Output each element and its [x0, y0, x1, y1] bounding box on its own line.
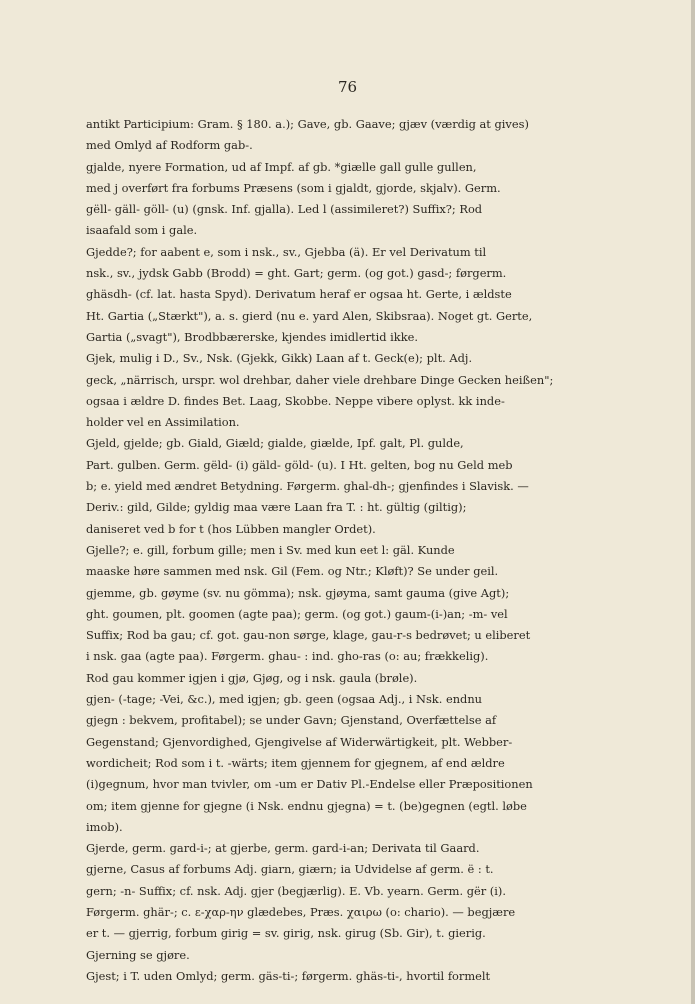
page-number: 76: [337, 78, 358, 96]
text-line: gjegn : bekvem, profitabel); se under Gavn; Gjenstand, Overfættelse af: [86, 713, 497, 728]
text-line: ghäsdh- (cf. lat. hasta Spyd). Derivatum heraf er ogsaa ht. Gerte, i ældste: [86, 287, 512, 302]
text-line: nsk., sv., jydsk Gabb (Brodd) = ght. Gart; germ. (og got.) gasd-; førgerm.: [86, 266, 507, 281]
text-line: antikt Participium: Gram. § 180. a.); Gave, gb. Gaave; gjæv (værdig at gives): [86, 117, 529, 131]
text-line: maaske høre sammen med nsk. Gil (Fem. og Ntr.; Kløft)? Se under geil.: [86, 564, 499, 579]
text-line: gjalde, nyere Formation, ud af Impf. af gb. *giælle gall gulle gullen,: [86, 159, 477, 174]
text-line: om; item gjenne for gjegne (i Nsk. endnu gjegna) = t. (be)gegnen (egtl. løbe: [86, 798, 527, 813]
text-line: med Omlyd af Rodform gab-.: [86, 138, 253, 153]
text-line: isaafald som i gale.: [86, 223, 198, 238]
text-line: Part. gulben. Germ. gëld- (i) gäld- göld- (u). I Ht. gelten, bog nu Geld meb: [86, 457, 513, 472]
text-line: Ht. Gartia („Stærkt"), a. s. gierd (nu e. yard Alen, Skibsraa). Noget gt. Gerte,: [86, 308, 533, 323]
text-line: imob).: [86, 819, 123, 834]
text-line: Gjelle?; e. gill, forbum gille; men i Sv. med kun eet l: gäl. Kunde: [86, 542, 455, 557]
text-line: Suffix; Rod ba gau; cf. got. gau-non sørge, klage, gau-r-s bedrøvet; u eliberet: [86, 628, 531, 643]
text-line: holder vel en Assimilation.: [86, 415, 240, 430]
text-line: Gjedde?; for aabent e, som i nsk., sv., Gjebba (ä). Er vel Derivatum til: [86, 244, 487, 259]
text-line: wordicheit; Rod som i t. -wärts; item gjennem for gjegnem, af end ældre: [86, 755, 505, 770]
text-line: gëll- gäll- göll- (u) (gnsk. Inf. gjalla). Led l (assimileret?) Suffix?; Rod: [86, 202, 483, 217]
text-line: ogsaa i ældre D. findes Bet. Laag, Skobbe. Neppe vibere oplyst. kk inde-: [86, 393, 505, 408]
text-line: gjen- (-tage; -Vei, &c.), med igjen; gb. geen (ogsaa Adj., i Nsk. endnu: [86, 692, 482, 707]
dictionary-text: [86, 114, 631, 987]
text-line: Gjeld, gjelde; gb. Giald, Giæld; gialde, giælde, Ipf. galt, Pl. gulde,: [86, 436, 464, 451]
text-line: Gjek, mulig i D., Sv., Nsk. (Gjekk, Gikk) Laan af t. Geck(e); plt. Adj.: [86, 351, 473, 366]
text-line: b; e. yield med ændret Betydning. Førgerm. ghal-dh-; gjenfindes i Slavisk. —: [86, 479, 529, 494]
text-line: Deriv.: gild, Gilde; gyldig maa være Laan fra T. : ht. gültig (giltig);: [86, 500, 467, 515]
text-line: daniseret ved b for t (hos Lübben mangler Ordet).: [86, 521, 376, 536]
text-line: Gjerning se gjøre.: [86, 947, 190, 962]
text-line: Gjerde, germ. gard-i-; at gjerbe, germ. gard-i-an; Derivata til Gaard.: [86, 841, 480, 856]
text-line: (i)gegnum, hvor man tvivler, om -um er Dativ Pl.-Endelse eller Præpositionen: [86, 777, 533, 792]
text-line: er t. — gjerrig, forbum girig = sv. girig, nsk. girug (Sb. Gir), t. gierig.: [86, 926, 486, 941]
text-line: Gegenstand; Gjenvordighed, Gjengivelse af Widerwärtigkeit, plt. Webber-: [86, 734, 513, 749]
text-line: geck, „närrisch, urspr. wol drehbar, daher viele drehbare Dinge Gecken heißen";: [86, 372, 554, 387]
text-line: gern; -n- Suffix; cf. nsk. Adj. gjer (begjærlig). E. Vb. yearn. Germ. gër (i).: [86, 883, 506, 898]
text-line: Førgerm. ghär-; c. ε-χαρ-ην glædebes, Præs. χαιρω (o: chario). — begjære: [86, 904, 516, 919]
text-line: Gjest; i T. uden Omlyd; germ. gäs-ti-; førgerm. ghäs-ti-, hvortil formelt: [86, 968, 491, 983]
text-line: Rod gau kommer igjen i gjø, Gjøg, og i nsk. gaula (brøle).: [86, 670, 418, 685]
text-line: gjemme, gb. gøyme (sv. nu gömma); nsk. gjøyma, samt gauma (give Agt);: [86, 585, 510, 600]
text-line: Gartia („svagt"), Brodbbærerske, kjendes imidlertid ikke.: [86, 329, 418, 344]
page-edge: [691, 0, 695, 1004]
text-line: i nsk. gaa (agte paa). Førgerm. ghau- : ind. gho-ras (o: au; frækkelig).: [86, 649, 489, 664]
text-line: med j overført fra forbums Præsens (som i gjaldt, gjorde, skjalv). Germ.: [86, 180, 501, 195]
text-line: gjerne, Casus af forbums Adj. giarn, giærn; ia Udvidelse af germ. ë : t.: [86, 862, 494, 877]
text-line: ght. goumen, plt. goomen (agte paa); germ. (og got.) gaum-(i-)an; -m- vel: [86, 606, 508, 621]
